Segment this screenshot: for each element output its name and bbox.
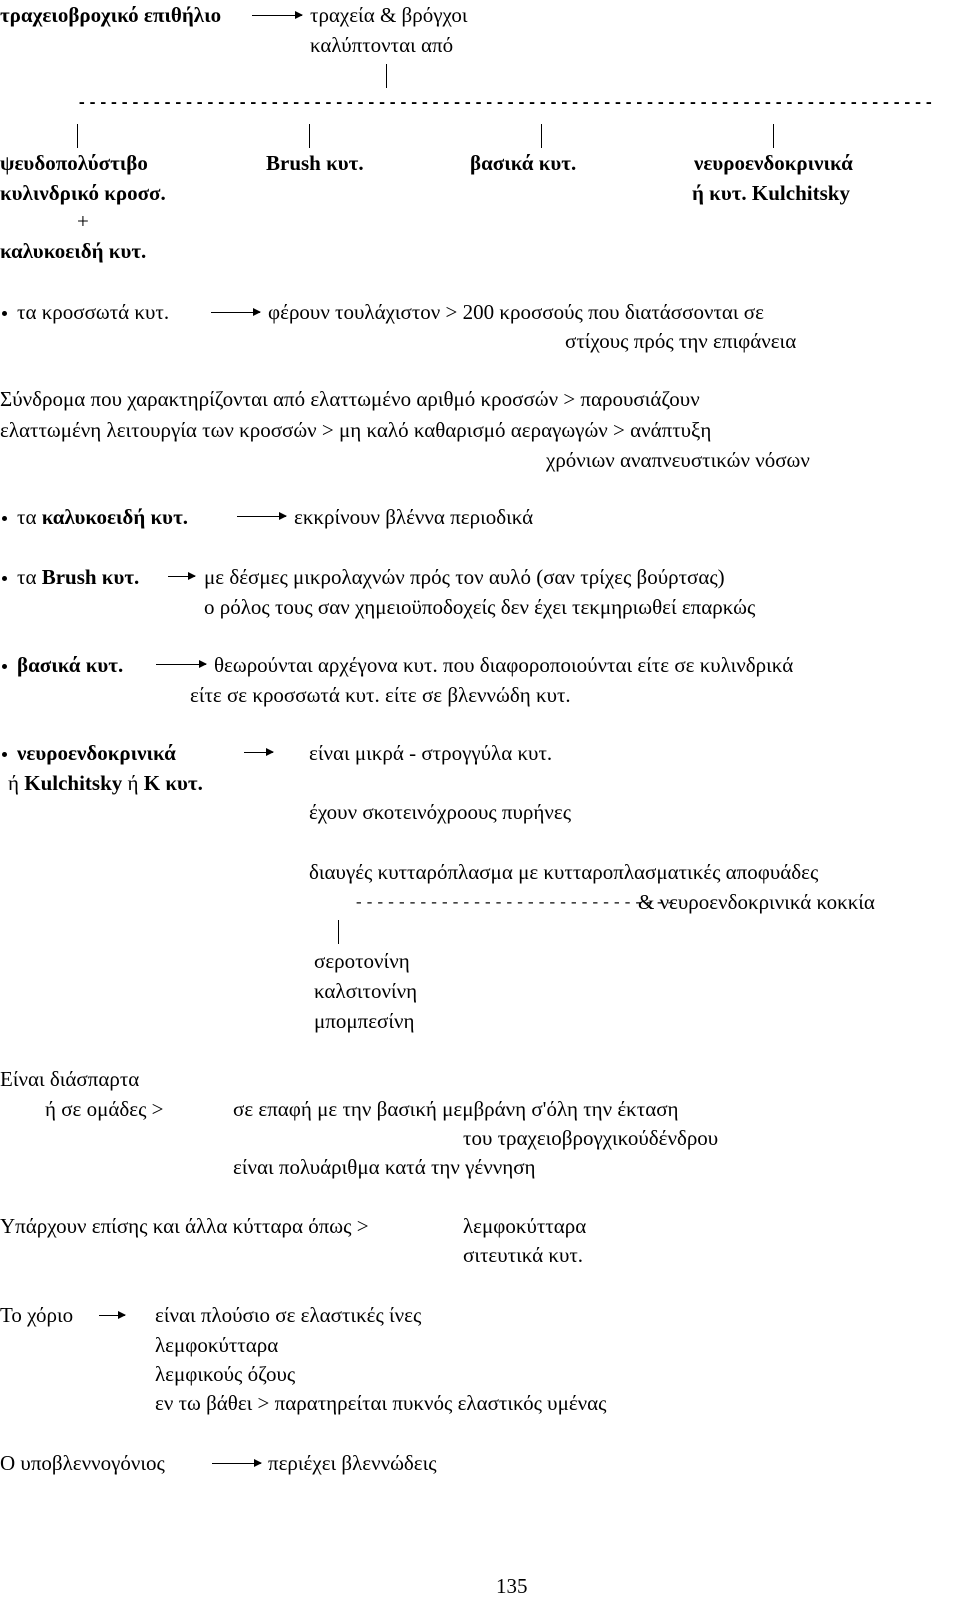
scattered-left-2: ή σε ομάδες > xyxy=(45,1097,164,1121)
arrow-icon xyxy=(237,516,286,517)
branch-neuro: νευροενδοκρινικά xyxy=(694,151,853,175)
syndromes-line-1: Σύνδρομα που χαρακτηρίζονται από ελαττωμένο αριθμό κροσσών > παρουσιάζουν xyxy=(0,387,700,411)
connector-line xyxy=(386,64,387,88)
bullet-icon xyxy=(2,516,7,521)
branch-divider: -------------------------------------------------------------------------------- xyxy=(77,94,935,112)
header-rest: τραχεία & βρόγχοι xyxy=(310,3,468,27)
arrow-icon xyxy=(99,1315,125,1316)
branch-pseudo: ψευδοπολύστιβο xyxy=(0,151,148,175)
goblet-label: καλυκοειδή κυτ. xyxy=(41,505,188,529)
brush-label: Brush κυτ. xyxy=(41,565,140,589)
connector-line xyxy=(77,124,78,148)
connector-line xyxy=(773,124,774,148)
branch-basal: βασικά κυτ. xyxy=(470,151,577,175)
neuro-alt xyxy=(8,771,203,795)
other-cell-1: λεμφοκύτταρα xyxy=(463,1214,587,1238)
scattered-left-1: Είναι διάσπαρτα xyxy=(0,1067,140,1091)
header-term: τραχειοβροχικό επιθήλιο xyxy=(0,3,222,27)
arrow-icon xyxy=(244,752,273,753)
neuro-prop-3: διαυγές κυτταρόπλασμα με κυτταροπλασματικές αποφυάδες xyxy=(309,860,819,884)
neuro-label: νευροενδοκρινικά xyxy=(17,741,176,765)
basal-text-1: θεωρούνται αρχέγονα κυτ. που διαφοροποιούνται είτε σε κυλινδρικά xyxy=(214,653,794,677)
ciliated-text-1: φέρουν τουλάχιστον > 200 κροσσούς που διατάσσονται σε xyxy=(268,300,764,324)
branch-kulchitsky: ή κυτ. Kulchitsky xyxy=(692,181,850,205)
brush-prefix: τα xyxy=(17,565,42,589)
neuro-sub-2: καλσιτονίνη xyxy=(314,979,418,1003)
brush-line xyxy=(17,565,139,589)
other-cell-2: σιτευτικά κυτ. xyxy=(463,1243,584,1267)
branch-plus: + xyxy=(77,209,89,233)
header-covered: καλύπτονται από xyxy=(310,33,454,57)
syndromes-line-2: ελαττωμένη λειτουργία των κροσσών > μη καλό καθαρισμό αεραγωγών > ανάπτυξη xyxy=(0,418,712,442)
submucosa-label: Ο υποβλεννογόνιος xyxy=(0,1451,165,1475)
chorion-item-3: λεμφικούς όζους xyxy=(155,1362,296,1386)
submucosa-text: περιέχει βλεννώδεις xyxy=(268,1451,437,1475)
scattered-right-2: του τραχειοβρογχικούδένδρου xyxy=(463,1126,719,1150)
neuro-sub-1: σεροτονίνη xyxy=(314,949,410,973)
connector-line xyxy=(309,124,310,148)
branch-cylindrical: κυλινδρικό κροσσ. xyxy=(0,181,166,205)
goblet-text: εκκρίνουν βλέννα περιοδικά xyxy=(294,505,534,529)
bullet-icon xyxy=(2,576,7,581)
chorion-item-2: λεμφοκύτταρα xyxy=(155,1333,279,1357)
neuro-alt-kk: Κ κυτ. xyxy=(143,771,203,795)
neuro-alt-pre: ή xyxy=(8,771,25,795)
bullet-icon xyxy=(2,664,7,669)
neuro-alt-k: Kulchitsky xyxy=(24,771,123,795)
neuro-prop-1: είναι μικρά - στρογγύλα κυτ. xyxy=(309,741,553,765)
scattered-right-1: σε επαφή με την βασική μεμβράνη σ'όλη την έκταση xyxy=(233,1097,679,1121)
basal-text-2: είτε σε κροσσωτά κυτ. είτε σε βλεννώδη κυτ. xyxy=(190,683,571,707)
page-number: 135 xyxy=(496,1574,528,1598)
branch-brush: Brush κυτ. xyxy=(266,151,364,175)
bullet-icon xyxy=(2,311,7,316)
arrow-icon xyxy=(211,312,260,313)
bullet-icon xyxy=(2,752,7,757)
granules-divider: ------------------------------ xyxy=(354,894,677,912)
brush-text-2: ο ρόλος τους σαν χημειοϋποδοχείς δεν έχει τεκμηριωθεί επαρκώς xyxy=(204,595,756,619)
brush-text-1: με δέσμες μικρολαχνών πρός τον αυλό (σαν τρίχες βούρτσας) xyxy=(204,565,725,589)
neuro-alt-mid: ή xyxy=(122,771,144,795)
chorion-label: Το χόριο xyxy=(0,1303,74,1327)
basal-label: βασικά κυτ. xyxy=(17,653,124,677)
arrow-icon xyxy=(156,664,206,665)
neuro-sub-3: μπομπεσίνη xyxy=(314,1009,415,1033)
syndromes-line-3: χρόνιων αναπνευστικών νόσων xyxy=(546,448,810,472)
chorion-item-4: εν τω βάθει > παρατηρείται πυκνός ελαστικός υμένας xyxy=(155,1391,607,1415)
neuro-granules: & νευροενδοκρινικά κοκκία xyxy=(638,890,875,914)
connector-line xyxy=(338,920,339,944)
arrow-icon xyxy=(212,1463,261,1464)
scattered-right-3: είναι πολυάριθμα κατά την γέννηση xyxy=(233,1155,536,1179)
other-text: Υπάρχουν επίσης και άλλα κύτταρα όπως > xyxy=(0,1214,369,1238)
branch-goblet: καλυκοειδή κυτ. xyxy=(0,239,147,263)
goblet-prefix: τα xyxy=(17,505,42,529)
arrow-icon xyxy=(168,576,195,577)
ciliated-text-2: στίχους πρός την επιφάνεια xyxy=(565,329,797,353)
neuro-prop-2: έχουν σκοτεινόχροους πυρήνες xyxy=(309,800,572,824)
chorion-item-1: είναι πλούσιο σε ελαστικές ίνες xyxy=(155,1303,422,1327)
goblet-line xyxy=(17,505,188,529)
ciliated-label: τα κροσσωτά κυτ. xyxy=(17,300,170,324)
arrow-icon xyxy=(252,15,302,16)
connector-line xyxy=(541,124,542,148)
